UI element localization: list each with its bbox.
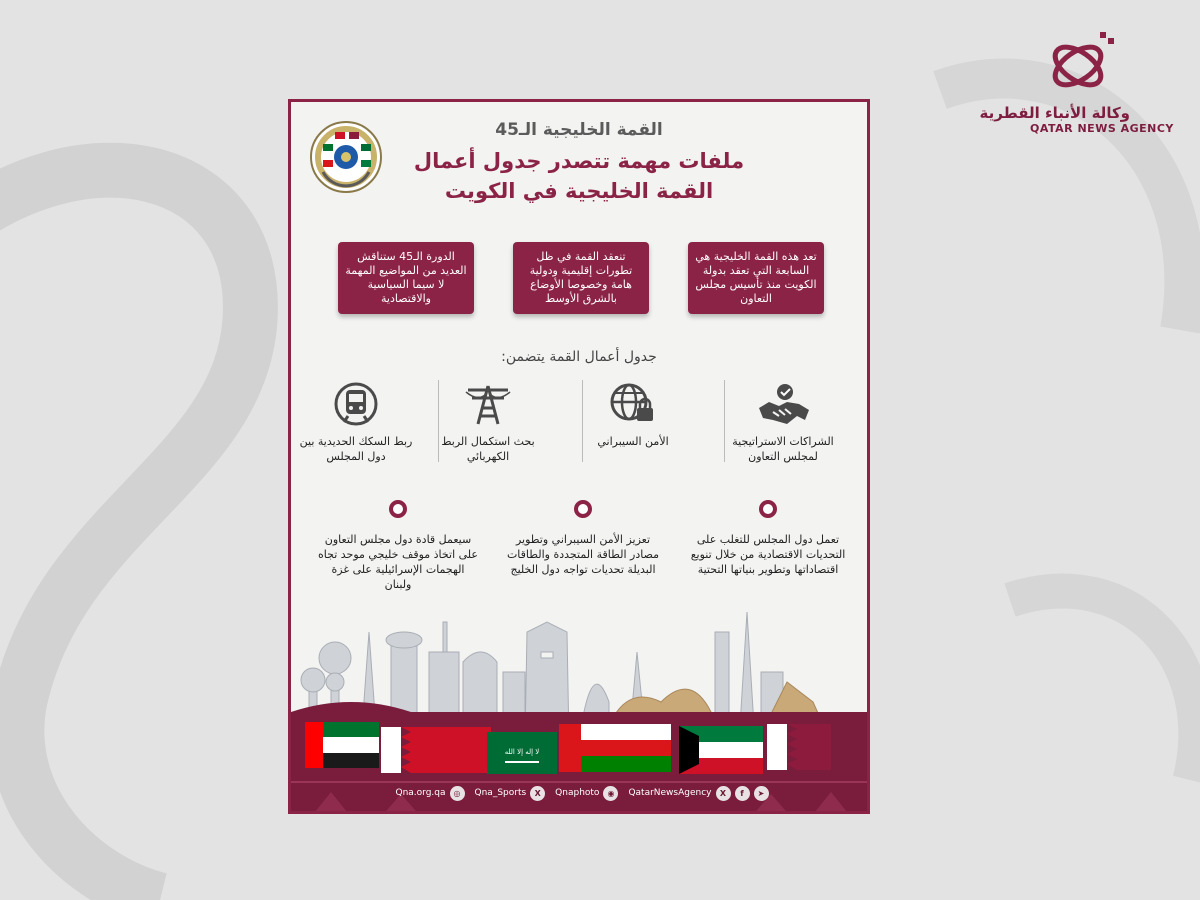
- x-sports-handle: Qna_Sports: [474, 788, 527, 798]
- telegram-icon: ➤: [754, 786, 769, 801]
- agenda-item-label: الشراكات الاستراتيجية لمجلس التعاون: [732, 435, 834, 463]
- social-instagram[interactable]: [555, 786, 618, 801]
- infographic-card: [288, 99, 870, 814]
- agenda-item: [718, 382, 848, 464]
- key-point-text: تعزيز الأمن السيبراني وتطوير مصادر الطاقة المتجددة والطاقات البديلة تحديات تواجه دول الخليج: [506, 533, 660, 576]
- key-point: [688, 500, 848, 577]
- social-footer: [291, 775, 870, 811]
- social-x-sports[interactable]: [475, 786, 546, 801]
- infographic-title-line2: القمة الخليجية في الكويت: [444, 179, 714, 203]
- main-handle: QatarNewsAgency: [628, 788, 712, 798]
- agenda-item-label: بحث استكمال الربط الكهربائي: [441, 435, 535, 463]
- web-handle: Qna.org.qa: [395, 788, 446, 798]
- agenda-item: [423, 382, 553, 464]
- key-point: [318, 500, 478, 592]
- qna-logo-icon: [1040, 28, 1120, 98]
- x-icon: X: [716, 786, 731, 801]
- instagram-handle: Qnaphoto: [555, 788, 600, 798]
- agenda-items: [291, 382, 870, 466]
- qna-brand: [979, 28, 1174, 135]
- fact-box: الدورة الـ45 ستناقش العديد من المواضيع المهمة لا سيما السياسية والاقتصادية: [338, 242, 474, 314]
- fact-box: تنعقد القمة في ظل تطورات إقليمية ودولية هامة وخصوصا الأوضاع بالشرق الأوسط: [513, 242, 649, 314]
- brand-name-arabic: وكالة الأنباء القطرية: [979, 104, 1130, 122]
- instagram-icon: ◉: [603, 786, 618, 801]
- social-web[interactable]: [396, 786, 465, 801]
- fact-box: تعد هذه القمة الخليجية هي السابعة التي تعقد بدولة الكويت منذ تأسيس مجلس التعاون: [688, 242, 824, 314]
- agenda-item: [291, 382, 421, 464]
- infographic-title-line1: ملفات مهمة تتصدر جدول أعمال: [413, 149, 745, 173]
- globe-icon: ◎: [450, 786, 465, 801]
- handshake-icon: [755, 382, 811, 426]
- facts-boxes: [338, 242, 824, 314]
- agenda-item-label: ربط السكك الحديدية بين دول المجلس: [299, 435, 413, 463]
- brand-name-english: QATAR NEWS AGENCY: [1030, 122, 1174, 135]
- infographic-subtitle: القمة الخليجية الـ45: [495, 120, 663, 140]
- bullet-dot-icon: [759, 500, 777, 518]
- agenda-heading: جدول أعمال القمة يتضمن:: [501, 349, 657, 365]
- bullet-dot-icon: [574, 500, 592, 518]
- globe-lock-icon: [609, 382, 657, 426]
- key-point: [503, 500, 663, 577]
- divider: [438, 380, 439, 462]
- train-icon: [332, 382, 380, 426]
- facebook-icon: f: [735, 786, 750, 801]
- x-icon: X: [530, 786, 545, 801]
- agenda-item-label: الأمن السيبراني: [597, 435, 669, 448]
- bullet-dot-icon: [389, 500, 407, 518]
- divider: [582, 380, 583, 462]
- divider: [724, 380, 725, 462]
- key-point-text: تعمل دول المجلس للتغلب على التحديات الاقتصادية من خلال تنويع اقتصاداتها وتطوير بنياتها التحتية: [690, 533, 846, 576]
- social-main[interactable]: [628, 786, 768, 801]
- infographic-header: [291, 120, 867, 206]
- agenda-item: [568, 382, 698, 449]
- key-point-text: سيعمل قادة دول مجلس التعاون على اتخاذ موقف خليجي موحد تجاه الهجمات الإسرائيلية على غزة ولبنان: [318, 533, 478, 591]
- power-line-icon: [464, 382, 512, 426]
- flag-text: لا إله إلا الله: [504, 748, 540, 756]
